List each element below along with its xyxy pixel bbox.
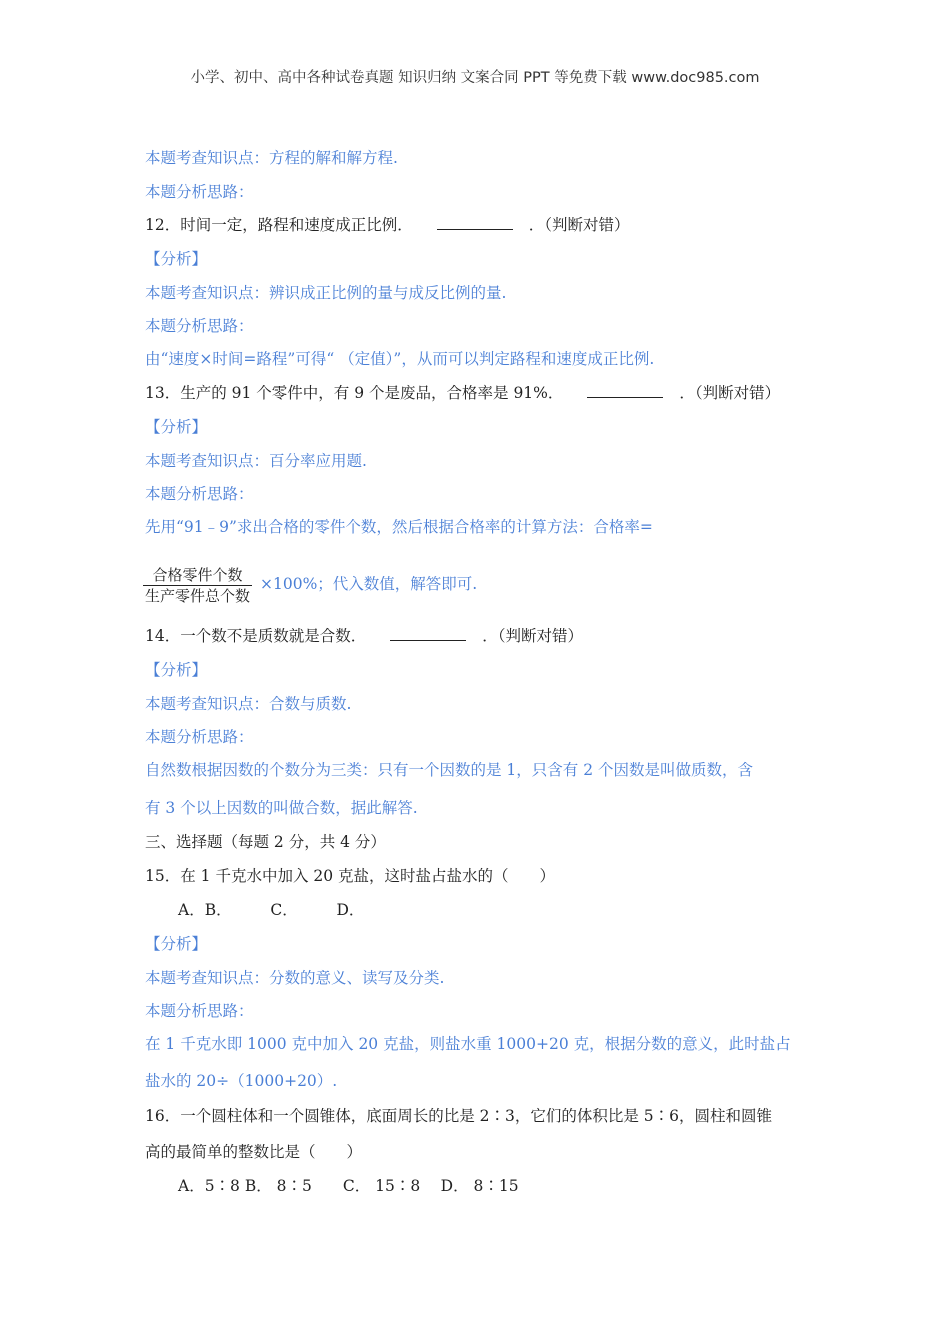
analysis-heading: 【分析】 [145, 935, 208, 953]
page-header: 小学、初中、高中各种试卷真题 知识归纳 文案合同 PPT 等免费下载 www.doc985.com [190, 70, 760, 86]
analysis-heading: 【分析】 [145, 418, 208, 436]
answer-blank [390, 626, 466, 641]
analysis-label: 本题分析思路： [145, 728, 254, 746]
question-16-options: A．5∶8 B． 8∶5 C． 15∶8 D． 8∶15 [178, 1177, 519, 1195]
analysis-label: 本题分析思路： [145, 485, 254, 503]
answer-blank [587, 383, 663, 398]
knowledge-point-line: 本题考查知识点：方程的解和解方程. [145, 149, 398, 167]
fraction-denominator: 生产零件总个数 [145, 587, 251, 605]
analysis-text: 自然数根据因数的个数分为三类：只有一个因数的是 1，只含有 2 个因数是叫做质数，含 [145, 761, 754, 779]
question-13-text: 13．生产的 91 个零件中，有 9 个是废品，合格率是 91%． [145, 384, 564, 402]
question-12-tail: ．（判断对错） [528, 216, 630, 234]
analysis-text: 先用“91﹣9”求出合格的零件个数，然后根据合格率的计算方法：合格率= [145, 518, 653, 536]
analysis-text: 有 3 个以上因数的叫做合数，据此解答. [145, 799, 418, 817]
analysis-text: ×100%；代入数值，解答即可. [260, 575, 478, 593]
pass-rate-fraction [143, 566, 252, 606]
question-16: 16．一个圆柱体和一个圆锥体，底面周长的比是 2∶3，它们的体积比是 5∶6，圆柱和圆锥 [145, 1107, 773, 1125]
knowledge-point-line: 本题考查知识点：分数的意义、读写及分类. [145, 969, 445, 987]
question-16-cont: 高的最简单的整数比是（ ） [145, 1143, 363, 1161]
knowledge-point-line: 本题考查知识点：百分率应用题. [145, 452, 367, 470]
question-15: 15．在 1 千克水中加入 20 克盐，这时盐占盐水的（ ） [145, 867, 556, 885]
question-12-text: 12．时间一定，路程和速度成正比例． [145, 216, 413, 234]
question-15-options: A．B． C． D． [178, 901, 365, 919]
knowledge-point-line: 本题考查知识点：辨识成正比例的量与成反比例的量. [145, 284, 507, 302]
analysis-heading: 【分析】 [145, 661, 208, 679]
question-13 [145, 383, 780, 403]
analysis-text: 在 1 千克水即 1000 克中加入 20 克盐，则盐水重 1000+20 克，根据分数的意义，此时盐占 [145, 1035, 791, 1053]
analysis-label: 本题分析思路： [145, 1002, 254, 1020]
answer-blank [437, 215, 513, 230]
question-14-text: 14．一个数不是质数就是合数． [145, 627, 367, 645]
fraction-numerator: 合格零件个数 [143, 566, 252, 586]
knowledge-point-line: 本题考查知识点：合数与质数. [145, 695, 352, 713]
question-13-tail: ．（判断对错） [679, 384, 781, 402]
analysis-text: 由“速度×时间=路程”可得“ （定值）”，从而可以判定路程和速度成正比例. [145, 350, 655, 368]
analysis-label: 本题分析思路： [145, 183, 254, 201]
question-14 [145, 626, 583, 646]
question-12 [145, 215, 630, 235]
analysis-text: 盐水的 20÷（1000+20）. [145, 1072, 338, 1090]
question-14-tail: ．（判断对错） [482, 627, 583, 645]
section-heading: 三、选择题（每题 2 分，共 4 分） [145, 833, 386, 851]
analysis-heading: 【分析】 [145, 250, 208, 268]
analysis-label: 本题分析思路： [145, 317, 254, 335]
